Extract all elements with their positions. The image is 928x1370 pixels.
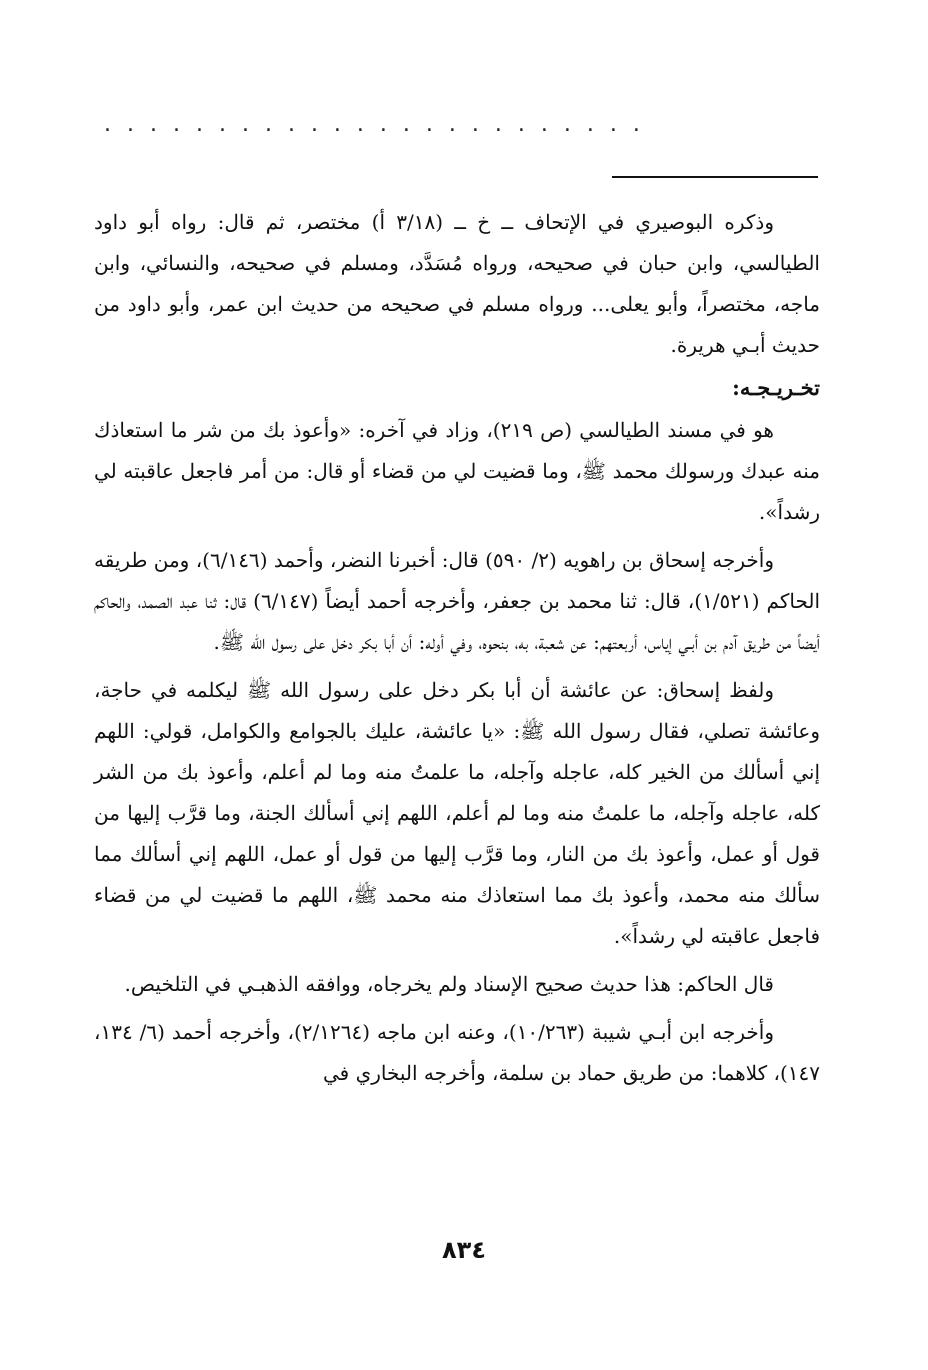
intro-paragraph: وذكره البوصيري في الإتحاف ــ خ ــ (٣/١٨ أ) مختصر، ثم قال: رواه أبو داود الطيالسي، وابن حبان في صحيحه، ورواه مُسَدَّد، ومسلم في صحيحه، والنسائي، وابن ماجه، مختصراً، وأبو يعلى... ورواه مسلم في صحيحه من حديث ابن عمر، وأبو داود من حديث أبـي هريرة. <box>94 210 820 357</box>
takhrij-heading: تخـريـجـه: <box>732 375 820 400</box>
footnote-rule <box>612 176 818 178</box>
page-number: ٨٣٤ <box>442 1236 486 1264</box>
paragraph-hakim: قال الحاكم: هذا حديث صحيح الإسناد ولم يخرجاه، ووافقه الذهبـي في التلخيص. <box>124 972 774 996</box>
paragraph-ibn-abi-shaybah: وأخرجه ابن أبـي شيبة (١٠/٢٦٣)، وعنه ابن ماجه (٢/١٢٦٤)، وأخرجه أحمد (٦/ ١٣٤، ١٤٧)، كلاهما: من طريق حماد بن سلمة، وأخرجه البخاري في <box>94 1020 820 1085</box>
paragraph-ishaq-wording: ولفظ إسحاق: عن عائشة أن أبا بكر دخل على رسول الله ﷺ ليكلمه في حاجة، وعائشة تصلي، فقال رسول الله ﷺ: «يا عائشة، عليك بالجوامع والكوامل، قولي: اللهم إني أسألك من الخير كله، عاجله وآجله، ما علمتُ منه وما لم أعلم، وأعوذ بك من الشر كله، عاجله وآجله، ما علمتُ منه وما لم أعلم، اللهم إني أسألك الجنة، وما قرَّب إليها من قول أو عمل، وأعوذ بك من النار، وما قرَّب إليها من قول أو عمل، اللهم إني أسألك مما سألك منه محمد، وأعوذ بك مما استعاذك منه محمد ﷺ، اللهم ما قضيت لي من قضاء فاجعل عاقبته لي رشداً». <box>94 678 820 948</box>
paragraph-ishaq-ahmad: وأخرجه إسحاق بن راهويه (٢/ ٥٩٠) قال: أخبرنا النضر، وأحمد (٦/١٤٦)، ومن طريقه الحاكم (١/٥٢١)، قال: ثنا محمد بن جعفر، وأخرجه أحمد أيضاً (٦/١٤٧) قال: ثنا عبد الصمد، والحاكم أيضاً من طريق آدم بن أبـي إياس، أربعتهم: عن شعبة، به، بنحوه، وفي أوله: أن أبا بكر دخل على رسول الله ﷺ. <box>94 548 821 654</box>
footnote-body <box>94 202 820 1094</box>
paragraph-tayalisi: هو في مسند الطيالسي (ص ٢١٩)، وزاد في آخره: «وأعوذ بك من شر ما استعاذك منه عبدك ورسولك محمد ﷺ، وما قضيت لي من قضاء أو قال: من أمر فاجعل عاقبته لي رشداً». <box>94 418 820 524</box>
separator-dots: ........................ <box>104 112 656 137</box>
